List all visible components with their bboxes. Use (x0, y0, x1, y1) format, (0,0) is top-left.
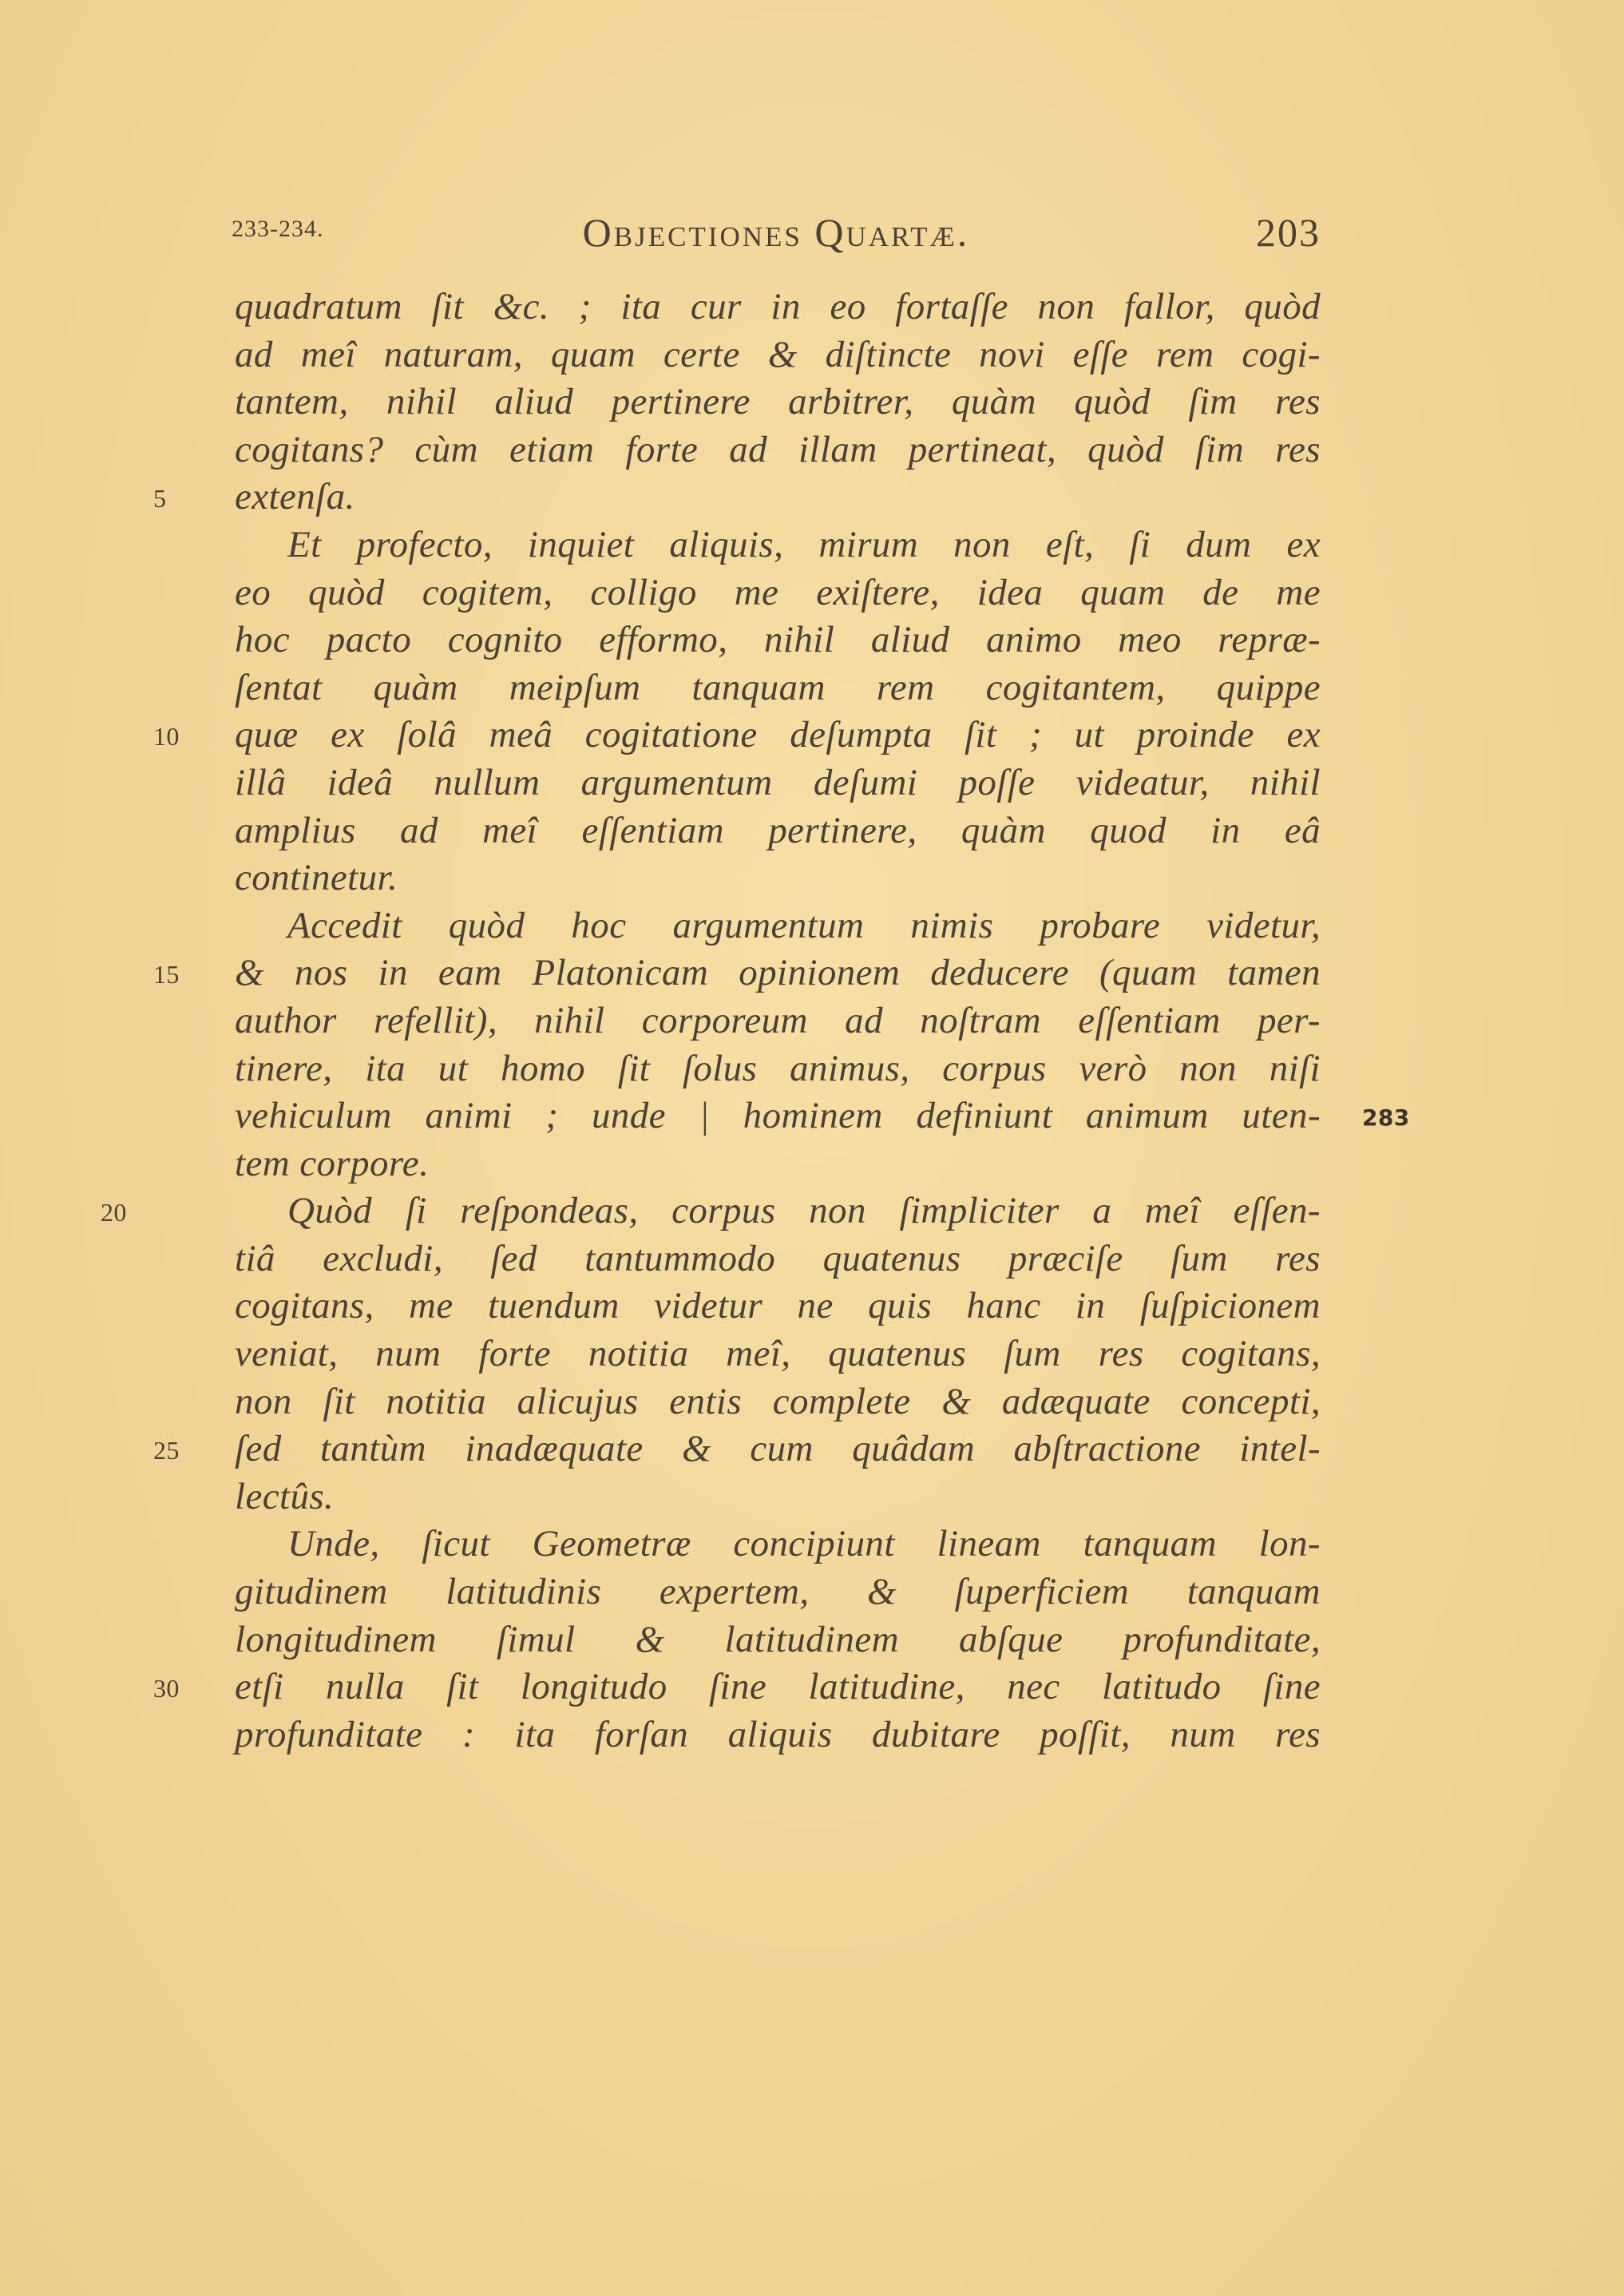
text-line: Et profecto, inquiet aliquis, mirum non eſt, ſi dum ex (287, 523, 1321, 565)
text-line: quadratum ſit &c. ; ita cur in eo fortaſſe non fallor, quòd (235, 286, 1321, 327)
text-line: hoc pacto cognito efformo, nihil aliud animo meo repræ- (235, 619, 1321, 661)
latin-text-body (101, 284, 1410, 1759)
text-line: 20 Quòd ſi reſpondeas, corpus non ſimpliciter a meî eſſen- (235, 1188, 1321, 1235)
line-number: 5 (153, 484, 167, 514)
text-line: veniat, num forte notitia meî, quatenus ſum res cogitans, (235, 1333, 1321, 1375)
text-line: 15 & nos in eam Platonicam opinionem deducere (quam tamen (235, 950, 1321, 997)
text-line: 10 quæ ex ſolâ meâ cogitatione deſumpta ſit ; ut proinde ex (235, 712, 1321, 759)
line-number: 30 (153, 1674, 180, 1703)
text-line: continetur. (235, 857, 398, 899)
text-line: ad meî naturam, quam certe & diſtincte novi eſſe rem cogi- (235, 333, 1321, 375)
line-number: 10 (153, 722, 180, 751)
text-line: author refellit), nihil corporeum ad noſtram eſſentiam per- (235, 999, 1321, 1041)
text-line: 25 ſed tantùm inadæquate & cum quâdam abſtractione intel- (235, 1426, 1321, 1473)
text-line: illâ ideâ nullum argumentum deſumi poſſe videatur, nihil (235, 761, 1321, 803)
text-line: tinere, ita ut homo ſit ſolus animus, corpus verò non niſi (235, 1047, 1321, 1089)
header-page-range: 233-234. (232, 216, 324, 242)
text-line: Unde, ſicut Geometræ concipiunt lineam tanquam lon- (287, 1523, 1321, 1565)
text-line: cogitans, me tuendum videtur ne quis hanc in ſuſpicionem (235, 1285, 1321, 1327)
text-line: 5 extenſa. (235, 474, 1321, 521)
text-line: non ſit notitia alicujus entis complete & adæquate concepti, (235, 1380, 1321, 1422)
text-line: ſentat quàm meipſum tanquam rem cogitantem, quippe (235, 666, 1321, 708)
text-line: gitudinem latitudinis expertem, & ſuperficiem tanquam (235, 1571, 1321, 1613)
text-line: lectûs. (235, 1475, 335, 1517)
line-number: 15 (153, 960, 180, 989)
text-line: profunditate : ita forſan aliquis dubitare poſſit, num res (235, 1713, 1321, 1755)
text-line: tiâ excludi, ſed tantummodo quatenus præciſe ſum res (235, 1237, 1321, 1279)
text-line: amplius ad meî eſſentiam pertinere, quàm quod in eâ (235, 809, 1321, 851)
header-page-number: 203 (1256, 210, 1321, 255)
header-title: Objectiones Quartæ. (582, 210, 970, 255)
text-line: cogitans? cùm etiam forte ad illam pertineat, quòd ſim res (235, 428, 1321, 470)
line-number: 25 (153, 1436, 180, 1465)
running-header (232, 209, 1321, 257)
text-line: tem corpore. (235, 1142, 430, 1184)
text-line: Accedit quòd hoc argumentum nimis probare videtur, (287, 904, 1321, 946)
text-line: longitudinem ſimul & latitudinem abſque profunditate, (235, 1618, 1321, 1660)
text-line: 30 etſi nulla ſit longitudo ſine latitudine, nec latitudo ſine (235, 1664, 1321, 1711)
margin-page-reference: 283 (1362, 1104, 1410, 1132)
text-line: vehiculum animi ; unde | hominem definiunt animum uten- 283 (235, 1092, 1321, 1140)
text-line: eo quòd cogitem, colligo me exiſtere, idea quam de me (235, 571, 1321, 613)
line-number: 20 (101, 1198, 127, 1227)
text-line: tantem, nihil aliud pertinere arbitrer, quàm quòd ſim res (235, 381, 1321, 423)
